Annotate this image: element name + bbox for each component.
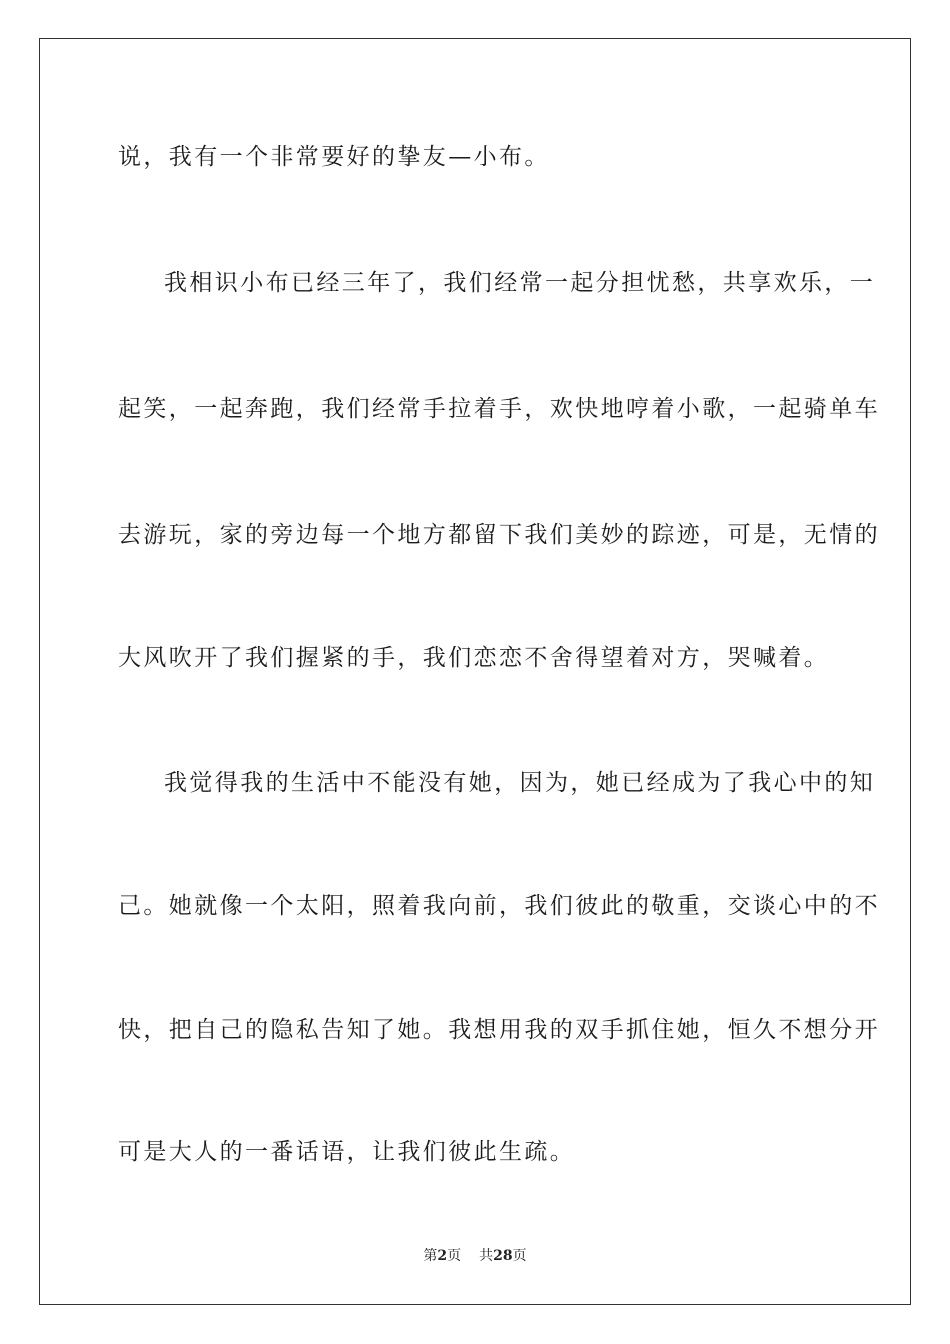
text-line-9: 可是大人的一番话语，让我们彼此生疏。 (118, 1139, 576, 1165)
text-line-5: 大风吹开了我们握紧的手，我们恋恋不舍得望着对方，哭喊着。 (118, 645, 830, 671)
total-unit: 页 (512, 1248, 527, 1264)
text-line-7: 己。她就像一个太阳，照着我向前，我们彼此的敬重，交谈心中的不 (118, 893, 880, 919)
text-line-2: 我相识小布已经三年了，我们经常一起分担忧愁，共享欢乐，一 (164, 270, 876, 296)
text-line-6: 我觉得我的生活中不能没有她，因为，她已经成为了我心中的知 (164, 770, 876, 796)
total-prefix: 共 (479, 1248, 494, 1264)
page-footer (0, 1247, 950, 1265)
text-line-8: 快，把自己的隐私告知了她。我想用我的双手抓住她，恒久不想分开 (118, 1017, 880, 1043)
text-line-4: 去游玩，家的旁边每一个地方都留下我们美妙的踪迹，可是，无情的 (118, 522, 880, 548)
page-unit: 页 (447, 1248, 462, 1264)
text-line-3: 起笑，一起奔跑，我们经常手拉着手，欢快地哼着小歌，一起骑单车 (118, 396, 880, 422)
text-line-1: 说，我有一个非常要好的挚友—小布。 (118, 144, 550, 170)
page-prefix: 第 (423, 1248, 438, 1264)
page-current: 2 (437, 1248, 448, 1264)
page-total: 28 (493, 1248, 513, 1264)
